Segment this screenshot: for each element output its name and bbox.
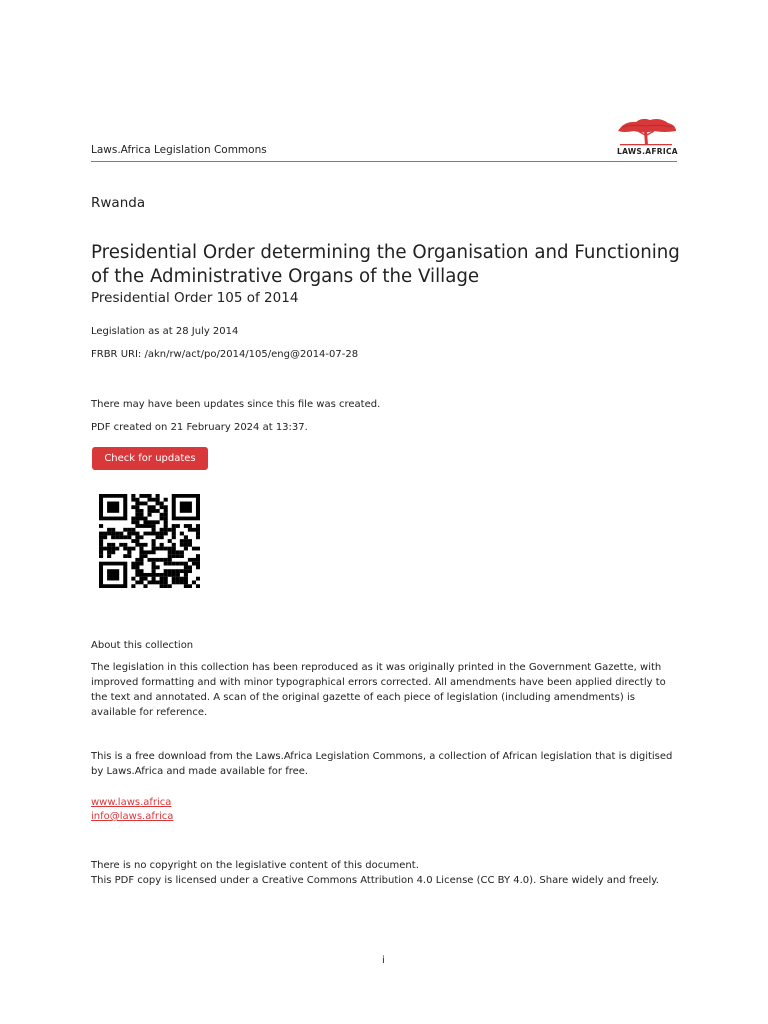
- copyright-line-1: There is no copyright on the legislative content of this document.: [91, 860, 419, 871]
- check-for-updates-button[interactable]: Check for updates: [92, 447, 208, 470]
- document-title: Presidential Order determining the Organisation and Functioning of the Administrative Organs of the Village: [91, 242, 680, 287]
- header-rule: [91, 161, 677, 162]
- updates-note: There may have been updates since this file was created.: [91, 399, 381, 410]
- qr-code-icon[interactable]: [99, 494, 200, 588]
- pdf-created: PDF created on 21 February 2024 at 13:37.: [91, 422, 308, 433]
- email-link[interactable]: info@laws.africa: [91, 811, 174, 822]
- document-subtitle: Presidential Order 105 of 2014: [91, 290, 299, 306]
- page-number: i: [382, 955, 385, 966]
- legislation-date: Legislation as at 28 July 2014: [91, 326, 239, 337]
- about-paragraph-2: This is a free download from the Laws.Africa Legislation Commons, a collection of African legislation that is digitised by Laws.Africa and made available for free.: [91, 751, 673, 777]
- header-publisher: Laws.Africa Legislation Commons: [91, 144, 267, 156]
- logo-wordmark: LAWS.AFRICA: [617, 147, 678, 156]
- website-link[interactable]: www.laws.africa: [91, 797, 172, 808]
- about-paragraph-1: The legislation in this collection has been reproduced as it was originally printed in the Government Gazette, with improved formatting and with minor typographical errors corrected. All amendments have been applied directly to the text and annotated. A scan of the original gazette of each piece of legislation (including amendments) is available for reference.: [91, 662, 666, 718]
- frbr-uri: FRBR URI: /akn/rw/act/po/2014/105/eng@2014-07-28: [91, 349, 359, 360]
- license-line: This PDF copy is licensed under a Creative Commons Attribution 4.0 License (CC BY 4.0). Share widely and freely.: [91, 875, 659, 886]
- country-label: Rwanda: [91, 195, 146, 211]
- about-heading: About this collection: [91, 640, 194, 651]
